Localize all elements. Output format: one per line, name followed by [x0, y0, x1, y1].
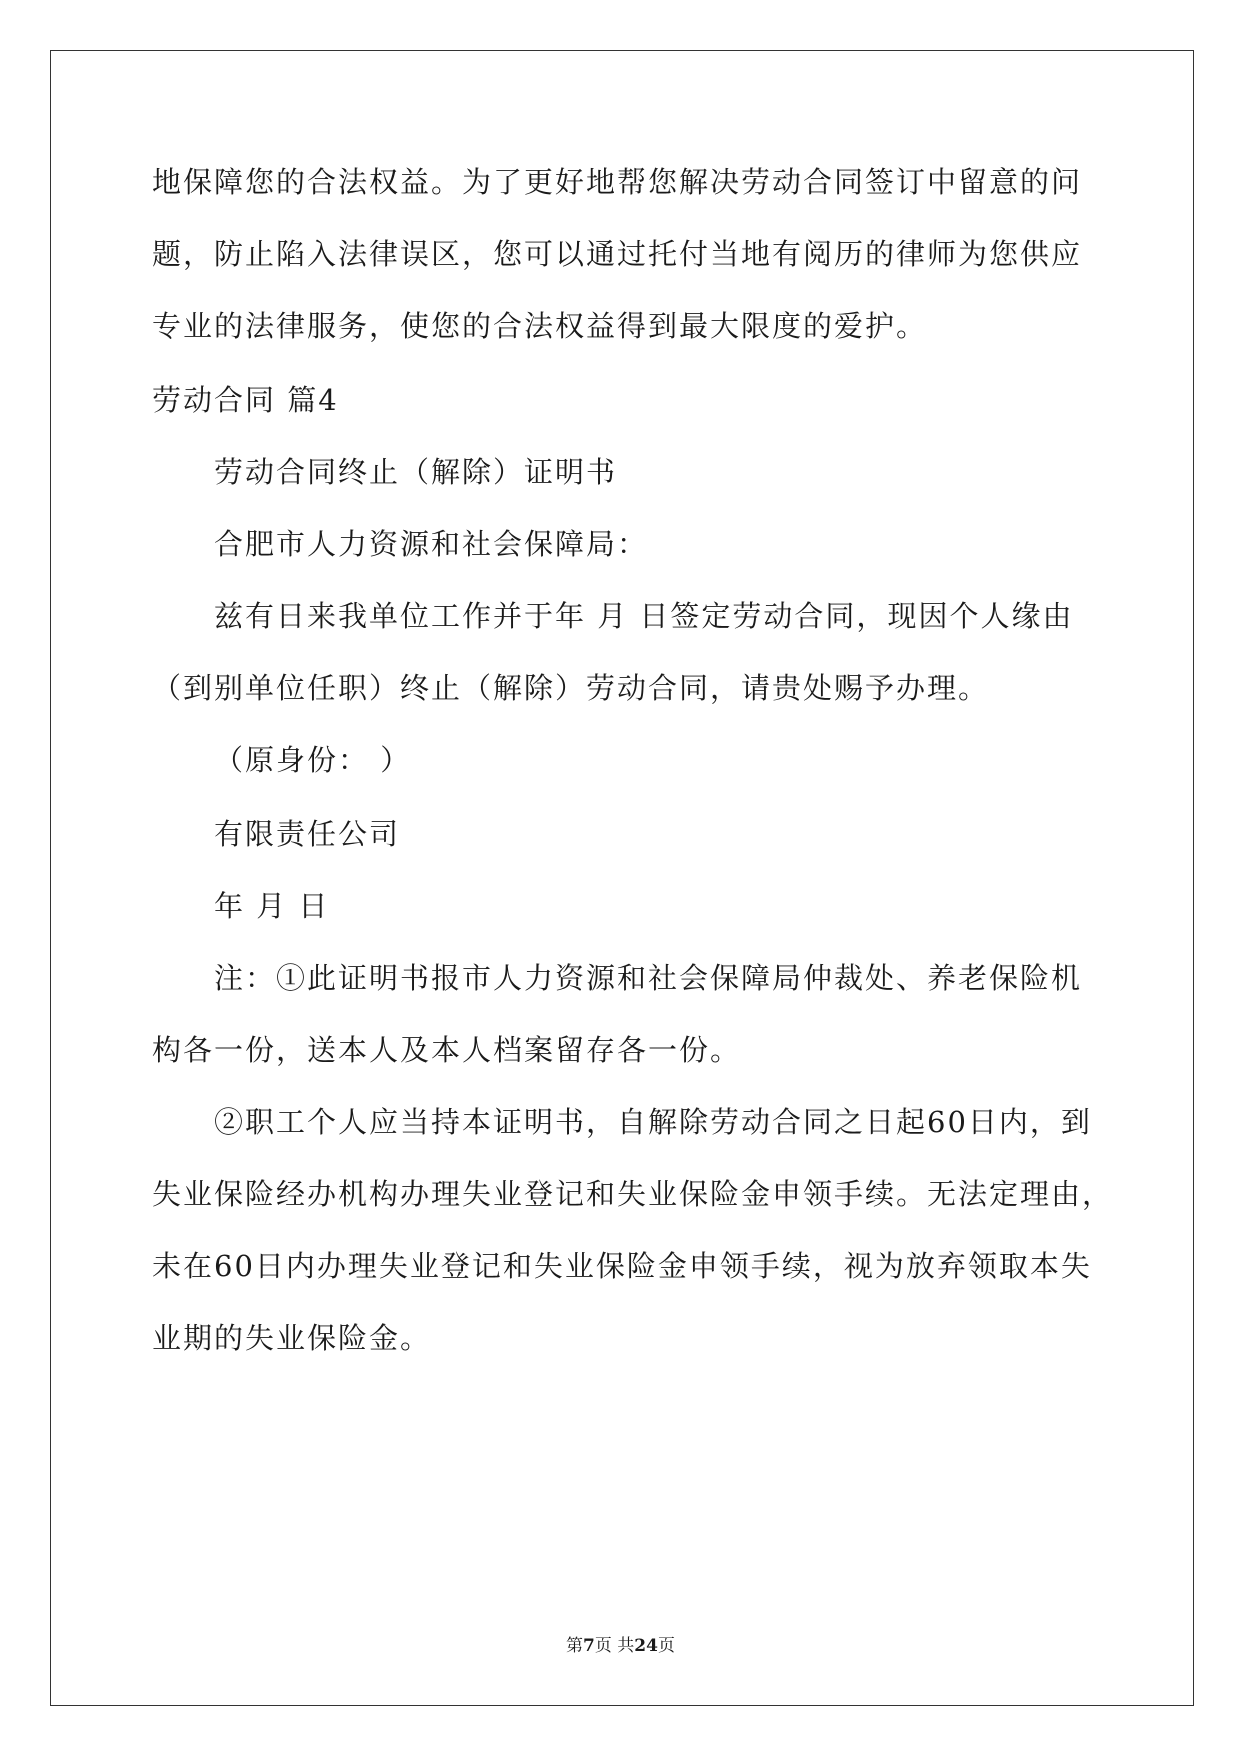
- document-title: 劳动合同终止（解除）证明书: [214, 455, 618, 489]
- footer-middle: 页 共: [594, 1636, 635, 1656]
- page-border: [50, 50, 1194, 1706]
- footer-suffix: 页: [657, 1636, 675, 1656]
- current-page-number: 7: [583, 1636, 595, 1656]
- addressee: 合肥市人力资源和社会保障局：: [214, 527, 649, 561]
- footer-prefix: 第: [566, 1636, 584, 1656]
- note-line: 失业保险经办机构办理失业登记和失业保险金申领手续。无法定理由，: [152, 1177, 1114, 1211]
- note-line: ②职工个人应当持本证明书，自解除劳动合同之日起60日内，到: [214, 1105, 1092, 1139]
- paragraph-line: 专业的法律服务，使您的合法权益得到最大限度的爱护。: [152, 309, 928, 343]
- section-heading: 劳动合同 篇4: [152, 383, 339, 417]
- note-line: 构各一份，送本人及本人档案留存各一份。: [152, 1033, 742, 1067]
- note-line: 业期的失业保险金。: [152, 1321, 432, 1355]
- original-identity: （原身份： ）: [214, 743, 412, 777]
- page-footer: [0, 1634, 1241, 1658]
- paragraph-line: 兹有日来我单位工作并于年 月 日签定劳动合同，现因个人缘由: [214, 599, 1074, 633]
- note-line: 未在60日内办理失业登记和失业保险金申领手续，视为放弃领取本失: [152, 1249, 1092, 1283]
- date-line: 年 月 日: [214, 889, 330, 923]
- paragraph-line: 地保障您的合法权益。为了更好地帮您解决劳动合同签订中留意的问: [152, 165, 1083, 199]
- total-page-count: 24: [634, 1636, 658, 1656]
- paragraph-line: （到别单位任职）终止（解除）劳动合同，请贵处赐予办理。: [152, 671, 990, 705]
- note-line: 注：①此证明书报市人力资源和社会保障局仲裁处、养老保险机: [214, 961, 1083, 995]
- paragraph-line: 题，防止陷入法律误区，您可以通过托付当地有阅历的律师为您供应: [152, 237, 1083, 271]
- company-name: 有限责任公司: [214, 817, 401, 851]
